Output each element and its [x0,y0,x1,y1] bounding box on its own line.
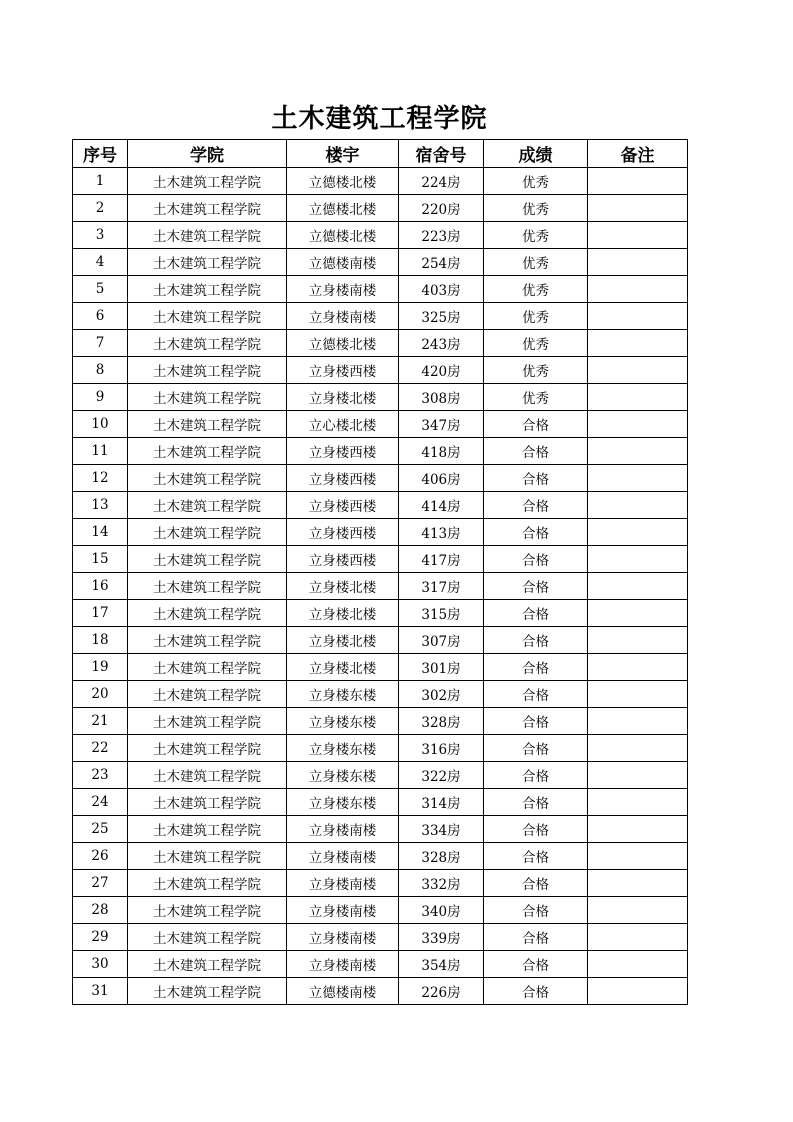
cell-no: 11 [73,438,128,465]
cell-room: 417房 [399,546,484,573]
cell-grade: 合格 [484,762,588,789]
cell-no: 23 [73,762,128,789]
cell-note [588,708,688,735]
cell-note [588,546,688,573]
cell-college: 土木建筑工程学院 [128,600,287,627]
cell-building: 立身楼南楼 [287,897,399,924]
cell-college: 土木建筑工程学院 [128,519,287,546]
cell-no: 26 [73,843,128,870]
cell-grade: 合格 [484,843,588,870]
table-row [73,357,688,384]
cell-no: 10 [73,411,128,438]
cell-building: 立德楼北楼 [287,168,399,195]
cell-note [588,384,688,411]
table-row [73,816,688,843]
cell-college: 土木建筑工程学院 [128,897,287,924]
table-row [73,762,688,789]
cell-note [588,519,688,546]
cell-college: 土木建筑工程学院 [128,681,287,708]
cell-no: 13 [73,492,128,519]
table-row [73,438,688,465]
cell-room: 325房 [399,303,484,330]
table-row [73,168,688,195]
cell-building: 立身楼南楼 [287,924,399,951]
table-row [73,627,688,654]
table-row [73,195,688,222]
cell-grade: 合格 [484,438,588,465]
table-row [73,222,688,249]
cell-college: 土木建筑工程学院 [128,654,287,681]
cell-college: 土木建筑工程学院 [128,762,287,789]
cell-no: 7 [73,330,128,357]
cell-college: 土木建筑工程学院 [128,195,287,222]
table-row [73,789,688,816]
column-header-building: 楼宇 [287,140,399,168]
cell-grade: 合格 [484,978,588,1005]
table-row [73,897,688,924]
cell-no: 30 [73,951,128,978]
cell-building: 立身楼东楼 [287,681,399,708]
cell-grade: 优秀 [484,330,588,357]
cell-note [588,870,688,897]
cell-room: 243房 [399,330,484,357]
cell-no: 28 [73,897,128,924]
cell-building: 立身楼南楼 [287,843,399,870]
cell-building: 立德楼北楼 [287,330,399,357]
cell-no: 31 [73,978,128,1005]
table-row [73,951,688,978]
table-row [73,519,688,546]
cell-grade: 合格 [484,735,588,762]
cell-grade: 优秀 [484,276,588,303]
cell-college: 土木建筑工程学院 [128,168,287,195]
cell-grade: 合格 [484,492,588,519]
dormitory-grade-table [72,139,688,1005]
cell-room: 223房 [399,222,484,249]
cell-no: 18 [73,627,128,654]
cell-building: 立身楼西楼 [287,357,399,384]
cell-college: 土木建筑工程学院 [128,411,287,438]
cell-note [588,222,688,249]
cell-note [588,843,688,870]
cell-room: 316房 [399,735,484,762]
cell-college: 土木建筑工程学院 [128,843,287,870]
cell-grade: 合格 [484,411,588,438]
table-row [73,870,688,897]
cell-no: 16 [73,573,128,600]
cell-room: 307房 [399,627,484,654]
table-row [73,681,688,708]
cell-college: 土木建筑工程学院 [128,330,287,357]
table-row [73,600,688,627]
cell-note [588,789,688,816]
cell-grade: 合格 [484,519,588,546]
cell-room: 302房 [399,681,484,708]
cell-grade: 合格 [484,654,588,681]
page-title: 土木建筑工程学院 [271,104,488,134]
cell-no: 5 [73,276,128,303]
cell-building: 立身楼南楼 [287,303,399,330]
column-header-no: 序号 [73,140,128,168]
cell-room: 301房 [399,654,484,681]
cell-note [588,735,688,762]
cell-building: 立身楼北楼 [287,654,399,681]
cell-room: 403房 [399,276,484,303]
cell-room: 420房 [399,357,484,384]
cell-building: 立身楼北楼 [287,627,399,654]
cell-room: 314房 [399,789,484,816]
cell-college: 土木建筑工程学院 [128,222,287,249]
cell-room: 322房 [399,762,484,789]
cell-no: 25 [73,816,128,843]
cell-room: 340房 [399,897,484,924]
cell-note [588,168,688,195]
cell-no: 2 [73,195,128,222]
cell-note [588,681,688,708]
cell-no: 9 [73,384,128,411]
cell-note [588,195,688,222]
cell-building: 立身楼北楼 [287,384,399,411]
column-header-grade: 成绩 [484,140,588,168]
cell-note [588,465,688,492]
cell-note [588,357,688,384]
cell-note [588,654,688,681]
table-row [73,492,688,519]
cell-grade: 优秀 [484,357,588,384]
cell-no: 1 [73,168,128,195]
cell-grade: 优秀 [484,384,588,411]
cell-college: 土木建筑工程学院 [128,357,287,384]
cell-room: 328房 [399,843,484,870]
cell-building: 立身楼南楼 [287,951,399,978]
cell-building: 立心楼北楼 [287,411,399,438]
table-row [73,276,688,303]
cell-building: 立身楼西楼 [287,438,399,465]
cell-college: 土木建筑工程学院 [128,276,287,303]
cell-building: 立身楼南楼 [287,276,399,303]
cell-college: 土木建筑工程学院 [128,384,287,411]
cell-no: 19 [73,654,128,681]
cell-room: 418房 [399,438,484,465]
cell-note [588,411,688,438]
cell-grade: 合格 [484,816,588,843]
cell-college: 土木建筑工程学院 [128,870,287,897]
cell-no: 6 [73,303,128,330]
cell-note [588,492,688,519]
cell-grade: 合格 [484,924,588,951]
cell-college: 土木建筑工程学院 [128,438,287,465]
column-header-note: 备注 [588,140,688,168]
cell-building: 立德楼南楼 [287,249,399,276]
cell-note [588,951,688,978]
cell-college: 土木建筑工程学院 [128,492,287,519]
cell-note [588,816,688,843]
cell-building: 立德楼北楼 [287,195,399,222]
cell-room: 226房 [399,978,484,1005]
cell-building: 立德楼北楼 [287,222,399,249]
cell-college: 土木建筑工程学院 [128,465,287,492]
cell-no: 15 [73,546,128,573]
cell-note [588,627,688,654]
cell-note [588,924,688,951]
table-row [73,546,688,573]
table-row [73,465,688,492]
table-row [73,411,688,438]
cell-grade: 合格 [484,573,588,600]
table-row [73,708,688,735]
cell-room: 414房 [399,492,484,519]
cell-college: 土木建筑工程学院 [128,303,287,330]
cell-grade: 合格 [484,600,588,627]
table-header-row [73,140,688,168]
table-row [73,249,688,276]
cell-no: 20 [73,681,128,708]
cell-grade: 合格 [484,465,588,492]
cell-grade: 优秀 [484,195,588,222]
cell-note [588,303,688,330]
cell-no: 29 [73,924,128,951]
cell-building: 立身楼西楼 [287,492,399,519]
cell-grade: 优秀 [484,222,588,249]
cell-room: 406房 [399,465,484,492]
cell-building: 立身楼西楼 [287,546,399,573]
table-body [73,168,688,1005]
cell-no: 21 [73,708,128,735]
cell-college: 土木建筑工程学院 [128,708,287,735]
column-header-room: 宿舍号 [399,140,484,168]
cell-building: 立德楼南楼 [287,978,399,1005]
table-row [73,573,688,600]
cell-college: 土木建筑工程学院 [128,816,287,843]
table-row [73,735,688,762]
cell-college: 土木建筑工程学院 [128,627,287,654]
cell-note [588,600,688,627]
cell-grade: 合格 [484,951,588,978]
cell-college: 土木建筑工程学院 [128,924,287,951]
table-row [73,924,688,951]
column-header-college: 学院 [128,140,287,168]
table-row [73,384,688,411]
cell-room: 413房 [399,519,484,546]
cell-room: 328房 [399,708,484,735]
cell-college: 土木建筑工程学院 [128,546,287,573]
table-row [73,330,688,357]
cell-no: 8 [73,357,128,384]
cell-note [588,978,688,1005]
cell-no: 24 [73,789,128,816]
cell-room: 347房 [399,411,484,438]
cell-college: 土木建筑工程学院 [128,249,287,276]
cell-no: 22 [73,735,128,762]
cell-college: 土木建筑工程学院 [128,735,287,762]
cell-room: 334房 [399,816,484,843]
cell-building: 立身楼南楼 [287,816,399,843]
cell-note [588,897,688,924]
cell-room: 308房 [399,384,484,411]
cell-note [588,573,688,600]
cell-building: 立身楼北楼 [287,573,399,600]
cell-no: 3 [73,222,128,249]
cell-college: 土木建筑工程学院 [128,951,287,978]
cell-building: 立身楼东楼 [287,789,399,816]
cell-room: 317房 [399,573,484,600]
cell-no: 14 [73,519,128,546]
cell-room: 354房 [399,951,484,978]
cell-note [588,249,688,276]
cell-building: 立身楼东楼 [287,708,399,735]
cell-college: 土木建筑工程学院 [128,978,287,1005]
cell-building: 立身楼西楼 [287,519,399,546]
cell-no: 12 [73,465,128,492]
cell-grade: 合格 [484,870,588,897]
cell-no: 4 [73,249,128,276]
cell-college: 土木建筑工程学院 [128,789,287,816]
cell-building: 立身楼东楼 [287,735,399,762]
cell-grade: 优秀 [484,249,588,276]
cell-building: 立身楼南楼 [287,870,399,897]
cell-grade: 优秀 [484,168,588,195]
table-row [73,978,688,1005]
cell-note [588,762,688,789]
cell-grade: 合格 [484,627,588,654]
cell-building: 立身楼西楼 [287,465,399,492]
cell-grade: 合格 [484,897,588,924]
cell-building: 立身楼北楼 [287,600,399,627]
cell-college: 土木建筑工程学院 [128,573,287,600]
cell-room: 224房 [399,168,484,195]
cell-grade: 合格 [484,708,588,735]
cell-grade: 合格 [484,681,588,708]
cell-note [588,276,688,303]
cell-room: 339房 [399,924,484,951]
cell-grade: 优秀 [484,303,588,330]
cell-note [588,438,688,465]
table-row [73,303,688,330]
cell-room: 254房 [399,249,484,276]
cell-room: 332房 [399,870,484,897]
table-row [73,843,688,870]
cell-room: 220房 [399,195,484,222]
cell-no: 27 [73,870,128,897]
cell-building: 立身楼东楼 [287,762,399,789]
cell-no: 17 [73,600,128,627]
cell-room: 315房 [399,600,484,627]
cell-note [588,330,688,357]
table-row [73,654,688,681]
cell-grade: 合格 [484,546,588,573]
cell-grade: 合格 [484,789,588,816]
